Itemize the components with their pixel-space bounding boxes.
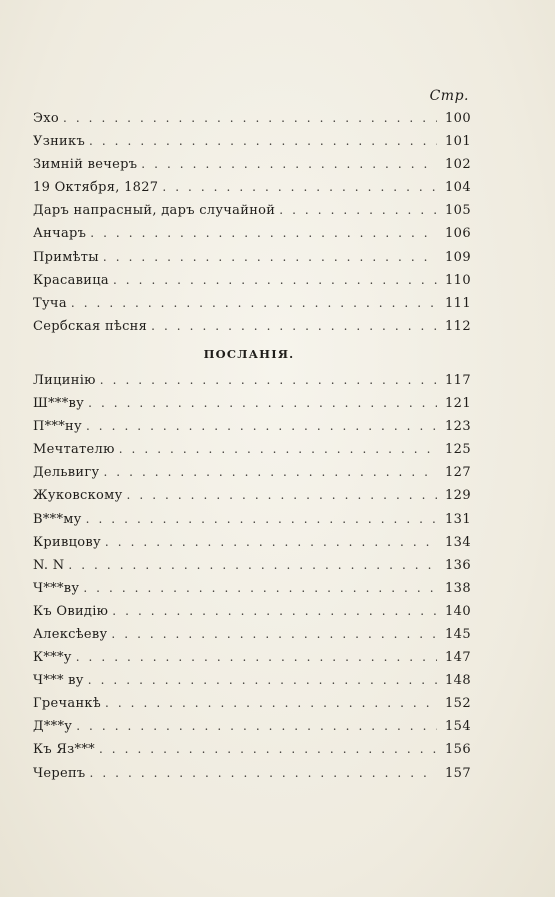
toc-page-number: 152 — [444, 696, 471, 712]
toc-title: В***му — [33, 511, 82, 527]
toc-title: Д***у — [33, 719, 73, 735]
toc-title: Жуковскому — [33, 488, 123, 504]
dot-leader — [162, 176, 437, 199]
toc-row — [33, 438, 471, 461]
dot-leader — [151, 315, 437, 338]
dot-leader — [90, 222, 437, 245]
toc-page-number: 148 — [444, 673, 471, 689]
table-of-contents — [33, 88, 471, 785]
toc-title: Сербская пѣсня — [33, 318, 148, 334]
dot-leader — [76, 715, 437, 738]
dot-leader — [76, 646, 437, 669]
toc-page-number: 112 — [444, 318, 471, 334]
toc-title: Ш***ву — [33, 396, 85, 412]
toc-row — [33, 738, 471, 761]
toc-page-number: 134 — [444, 534, 471, 550]
toc-row — [33, 762, 471, 785]
toc-section-epistles — [33, 369, 471, 785]
toc-row — [33, 600, 471, 623]
toc-row — [33, 107, 471, 130]
toc-page-number: 117 — [444, 372, 471, 388]
toc-row — [33, 669, 471, 692]
toc-page-number: 123 — [444, 419, 471, 435]
toc-page-number: 145 — [444, 626, 471, 642]
toc-page-number: 156 — [444, 742, 471, 758]
toc-row — [33, 292, 471, 315]
dot-leader — [279, 199, 437, 222]
dot-leader — [141, 153, 437, 176]
toc-title: Мечтателю — [33, 442, 115, 458]
toc-title: Узникъ — [33, 134, 86, 150]
dot-leader — [113, 269, 437, 292]
toc-row — [33, 554, 471, 577]
toc-row — [33, 130, 471, 153]
toc-row — [33, 461, 471, 484]
toc-title: Кривцову — [33, 534, 101, 550]
toc-row — [33, 415, 471, 438]
toc-title: Примѣты — [33, 249, 99, 265]
dot-leader — [99, 738, 437, 761]
toc-row — [33, 484, 471, 507]
dot-leader — [88, 392, 437, 415]
toc-page-number: 129 — [444, 488, 471, 504]
dot-leader — [127, 484, 437, 507]
dot-leader — [103, 461, 437, 484]
toc-title: Дельвигу — [33, 465, 100, 481]
toc-row — [33, 715, 471, 738]
toc-row — [33, 531, 471, 554]
toc-title: Туча — [33, 295, 67, 311]
toc-title: Къ Яз*** — [33, 742, 95, 758]
toc-page-number: 100 — [444, 111, 471, 126]
toc-row — [33, 246, 471, 269]
section-heading: ПОСЛАНІЯ. — [203, 346, 295, 361]
toc-title: N. N — [33, 557, 65, 573]
toc-title: П***ну — [33, 419, 82, 435]
toc-row — [33, 369, 471, 392]
toc-page-number: 147 — [444, 650, 471, 666]
toc-row — [33, 315, 471, 338]
toc-page-number: 157 — [444, 765, 471, 781]
toc-title: Анчаръ — [33, 226, 87, 242]
toc-title: Гречанкѣ — [33, 696, 101, 712]
toc-page-number: 110 — [444, 272, 471, 288]
dot-leader — [63, 107, 437, 130]
toc-title: Красавица — [33, 272, 109, 288]
toc-page-number: 104 — [444, 180, 471, 196]
page-column-header: Стр. — [429, 88, 469, 104]
toc-title: К***у — [33, 650, 72, 666]
toc-page-number: 154 — [444, 719, 471, 735]
toc-title: 19 Октября, 1827 — [33, 180, 159, 196]
toc-row — [33, 392, 471, 415]
toc-row — [33, 222, 471, 245]
toc-title: Лицинію — [33, 372, 96, 388]
toc-row — [33, 692, 471, 715]
toc-page-number: 121 — [444, 396, 471, 412]
toc-title: Къ Овидію — [33, 603, 109, 619]
dot-leader — [105, 692, 437, 715]
dot-leader — [89, 130, 437, 153]
dot-leader — [86, 415, 437, 438]
toc-title: Даръ напрасный, даръ случайной — [33, 203, 276, 219]
toc-row — [33, 623, 471, 646]
toc-page-number: 125 — [444, 442, 471, 458]
dot-leader — [90, 762, 438, 785]
dot-leader — [88, 669, 437, 692]
toc-title: Черепъ — [33, 765, 86, 781]
toc-title: Ч*** ву — [33, 673, 84, 689]
toc-row — [33, 199, 471, 222]
toc-page-number: 111 — [444, 295, 471, 311]
toc-row — [33, 269, 471, 292]
dot-leader — [71, 292, 437, 315]
toc-page-number: 106 — [444, 226, 471, 242]
dot-leader — [86, 508, 437, 531]
toc-page-number: 105 — [444, 203, 471, 219]
toc-title: Алексѣеву — [33, 626, 108, 642]
dot-leader — [112, 600, 437, 623]
toc-page-number: 140 — [444, 603, 471, 619]
toc-title: Зимній вечеръ — [33, 157, 138, 173]
dot-leader — [68, 554, 437, 577]
toc-title: Ч***ву — [33, 580, 80, 596]
toc-page-number: 102 — [444, 157, 471, 173]
dot-leader — [83, 577, 437, 600]
toc-row — [33, 176, 471, 199]
dot-leader — [100, 369, 437, 392]
toc-row — [33, 508, 471, 531]
dot-leader — [105, 531, 437, 554]
dot-leader — [103, 246, 437, 269]
dot-leader — [119, 438, 437, 461]
toc-page-number: 138 — [444, 580, 471, 596]
toc-row — [33, 577, 471, 600]
toc-page-number: 127 — [444, 465, 471, 481]
toc-page-number: 109 — [444, 249, 471, 265]
toc-title: Эхо — [33, 111, 60, 126]
toc-page-number: 101 — [444, 134, 471, 150]
toc-page-number: 136 — [444, 557, 471, 573]
toc-row — [33, 153, 471, 176]
toc-section-poems — [33, 107, 471, 338]
toc-row — [33, 646, 471, 669]
dot-leader — [111, 623, 437, 646]
toc-page-number: 131 — [444, 511, 471, 527]
